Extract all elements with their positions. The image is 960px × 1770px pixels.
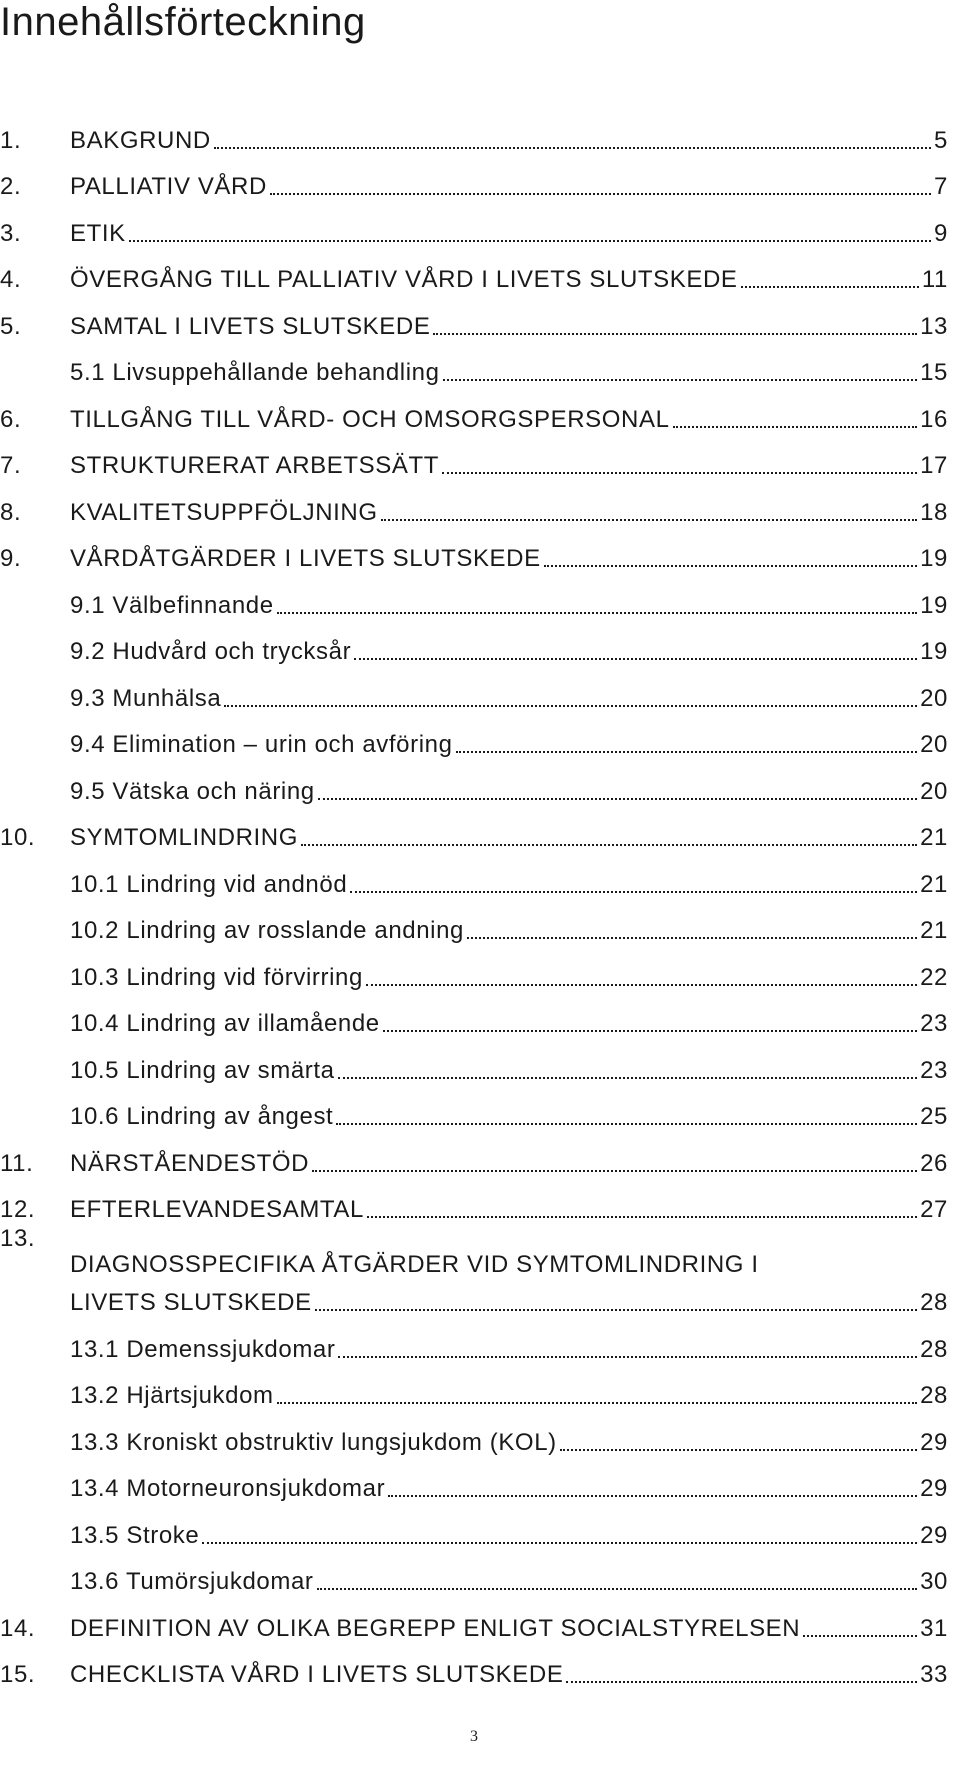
toc-entry-title: 10.6 Lindring av ångest (70, 1103, 334, 1130)
toc-entry-title: ETIK (70, 219, 126, 247)
toc-entry-page: 25 (920, 1103, 948, 1130)
table-of-contents (0, 108, 948, 1689)
toc-entry-title: SAMTAL I LIVETS SLUTSKEDE (70, 312, 431, 340)
dot-leader (301, 844, 917, 846)
toc-entry-number: 10. (0, 824, 36, 851)
toc-section-entry[interactable] (0, 387, 948, 434)
toc-entry-page: 29 (920, 1475, 948, 1502)
toc-subsection-entry[interactable] (0, 1410, 948, 1457)
dot-leader (456, 751, 918, 753)
page-number: 3 (470, 1728, 478, 1745)
toc-entry-page: 23 (920, 1056, 948, 1084)
toc-entry-page: 20 (920, 731, 948, 758)
toc-entry-title: 13.2 Hjärtsjukdom (70, 1382, 274, 1409)
dot-leader (367, 1216, 917, 1218)
dot-leader (336, 1123, 917, 1125)
toc-entry-title: 13.6 Tumörsjukdomar (70, 1568, 314, 1595)
toc-entry-page: 21 (920, 824, 948, 851)
toc-entry-title: 9.1 Välbefinnande (70, 591, 274, 619)
toc-section-entry[interactable] (0, 248, 948, 295)
toc-subsection-entry[interactable] (0, 620, 948, 667)
dot-leader (388, 1495, 917, 1497)
toc-entry-number: 9. (0, 545, 22, 572)
toc-entry-page: 30 (920, 1568, 948, 1595)
dot-leader (338, 1077, 917, 1079)
toc-entry-number: 12. (0, 1196, 36, 1223)
dot-leader (566, 1681, 917, 1683)
dot-leader (317, 1588, 918, 1590)
toc-entry-number: 4. (0, 266, 22, 293)
toc-entry-page: 28 (920, 1382, 948, 1409)
toc-entry-title: STRUKTURERAT ARBETSSÄTT (70, 452, 439, 479)
dot-leader (673, 426, 918, 428)
toc-entry-title: DEFINITION AV OLIKA BEGREPP ENLIGT SOCIALSTYRELSEN (70, 1614, 801, 1642)
toc-entry-page: 17 (920, 452, 948, 479)
toc-section-entry[interactable] (0, 434, 948, 481)
toc-entry-number: 7. (0, 452, 22, 479)
toc-entry-page: 29 (920, 1428, 948, 1456)
dot-leader (312, 1170, 917, 1172)
toc-entry-page: 27 (920, 1196, 948, 1223)
toc-entry-title: NÄRSTÅENDESTÖD (70, 1149, 310, 1177)
toc-entry-number: 6. (0, 405, 22, 433)
page-title: Innehållsförteckning (0, 0, 366, 44)
toc-entry-page: 28 (920, 1335, 948, 1363)
toc-section-entry[interactable] (0, 294, 948, 341)
toc-entry-page: 33 (920, 1661, 948, 1688)
toc-entry-title: DIAGNOSSPECIFIKA ÅTGÄRDER VID SYMTOMLINDRING I (70, 1250, 759, 1278)
dot-leader (560, 1449, 917, 1451)
toc-entry-title: CHECKLISTA VÅRD I LIVETS SLUTSKEDE (70, 1661, 564, 1688)
toc-entry-number: 1. (0, 126, 22, 154)
toc-entry-title: EFTERLEVANDESAMTAL (70, 1196, 364, 1223)
toc-section-entry[interactable] (0, 806, 948, 853)
toc-entry-title: 10.3 Lindring vid förvirring (70, 963, 363, 991)
toc-entry-title: 10.1 Lindring vid andnöd (70, 870, 348, 898)
toc-entry-page: 18 (920, 498, 948, 526)
toc-entry-title: 13.5 Stroke (70, 1521, 200, 1549)
toc-subsection-entry[interactable] (0, 1550, 948, 1597)
toc-entry-page: 21 (920, 870, 948, 898)
toc-entry-title: SYMTOMLINDRING (70, 824, 298, 851)
dot-leader (202, 1542, 917, 1544)
toc-subsection-entry[interactable] (0, 852, 948, 899)
toc-entry-title: 9.2 Hudvård och trycksår (70, 638, 352, 665)
toc-entry-page: 21 (920, 917, 948, 944)
toc-entry-title: ÖVERGÅNG TILL PALLIATIV VÅRD I LIVETS SLUTSKEDE (70, 266, 738, 293)
toc-entry-title: 10.4 Lindring av illamående (70, 1010, 380, 1037)
toc-entry-title: 10.2 Lindring av rosslande andning (70, 917, 465, 944)
toc-entry-title: KVALITETSUPPFÖLJNING (70, 498, 378, 526)
toc-entry-number: 14. (0, 1614, 36, 1642)
toc-entry-title: 9.3 Munhälsa (70, 684, 222, 712)
toc-entry-page: 7 (934, 173, 948, 200)
toc-subsection-entry[interactable] (0, 1503, 948, 1550)
toc-section-entry[interactable] (0, 155, 948, 202)
toc-entry-number: 3. (0, 219, 22, 247)
toc-entry-page: 22 (920, 963, 948, 991)
dot-leader (442, 472, 917, 474)
toc-subsection-entry[interactable] (0, 1457, 948, 1504)
dot-leader (315, 1309, 917, 1311)
toc-entry-page: 19 (920, 638, 948, 665)
dot-leader (366, 984, 917, 986)
toc-entry-number: 15. (0, 1661, 36, 1688)
toc-entry-page: 31 (920, 1614, 948, 1642)
toc-entry-number: 2. (0, 173, 22, 200)
toc-entry-page: 16 (920, 405, 948, 433)
dot-leader (224, 705, 917, 707)
toc-section-entry[interactable] (0, 1131, 948, 1178)
dot-leader (803, 1635, 917, 1637)
dot-leader (383, 1030, 917, 1032)
toc-section-entry[interactable] (0, 1224, 948, 1317)
dot-leader (270, 193, 931, 195)
toc-entry-title-continued: LIVETS SLUTSKEDE (70, 1289, 312, 1316)
toc-entry-title: 13.3 Kroniskt obstruktiv lungsjukdom (KOL) (70, 1428, 557, 1456)
dot-leader (433, 333, 917, 335)
toc-subsection-entry[interactable] (0, 759, 948, 806)
toc-entry-page: 23 (920, 1010, 948, 1037)
toc-section-entry[interactable] (0, 480, 948, 527)
dot-leader (354, 658, 917, 660)
toc-entry-page: 26 (920, 1149, 948, 1177)
toc-entry-page: 9 (934, 219, 948, 247)
toc-entry-number: 13. (0, 1225, 36, 1252)
dot-leader (443, 379, 918, 381)
toc-subsection-entry[interactable] (0, 1364, 948, 1411)
toc-entry-title: BAKGRUND (70, 126, 211, 154)
toc-subsection-entry[interactable] (0, 1085, 948, 1132)
toc-entry-number: 11. (0, 1149, 34, 1177)
toc-subsection-entry[interactable] (0, 341, 948, 388)
toc-entry-page: 20 (920, 777, 948, 805)
toc-entry-page: 11 (921, 266, 948, 293)
toc-subsection-entry[interactable] (0, 713, 948, 760)
toc-entry-title: 9.4 Elimination – urin och avföring (70, 731, 453, 758)
toc-subsection-entry[interactable] (0, 573, 948, 620)
dot-leader (129, 240, 931, 242)
toc-entry-page: 19 (920, 591, 948, 619)
toc-entry-page: 5 (934, 126, 948, 154)
toc-entry-page: 28 (920, 1289, 948, 1316)
dot-leader (277, 1402, 917, 1404)
dot-leader (381, 519, 917, 521)
toc-section-entry[interactable] (0, 1643, 948, 1690)
toc-entry-page: 15 (920, 359, 948, 386)
toc-section-entry[interactable] (0, 1178, 948, 1225)
toc-entry-page: 19 (920, 545, 948, 572)
toc-subsection-entry[interactable] (0, 666, 948, 713)
toc-entry-title: VÅRDÅTGÄRDER I LIVETS SLUTSKEDE (70, 545, 541, 572)
toc-section-entry[interactable] (0, 201, 948, 248)
toc-entry-title: 10.5 Lindring av smärta (70, 1056, 335, 1084)
toc-entry-title: 5.1 Livsuppehållande behandling (70, 359, 440, 386)
toc-entry-page: 29 (920, 1521, 948, 1549)
dot-leader (467, 937, 917, 939)
toc-entry-number: 8. (0, 498, 22, 526)
toc-entry-title: 13.4 Motorneuronsjukdomar (70, 1475, 386, 1502)
toc-section-entry[interactable] (0, 1596, 948, 1643)
toc-section-entry[interactable] (0, 527, 948, 574)
toc-section-entry[interactable] (0, 108, 948, 155)
toc-subsection-entry[interactable] (0, 1317, 948, 1364)
dot-leader (741, 286, 919, 288)
toc-subsection-entry[interactable] (0, 992, 948, 1039)
toc-entry-title: PALLIATIV VÅRD (70, 173, 267, 200)
toc-subsection-entry[interactable] (0, 1038, 948, 1085)
dot-leader (544, 565, 917, 567)
toc-entry-page: 20 (920, 684, 948, 712)
dot-leader (350, 891, 917, 893)
toc-entry-title: 9.5 Vätska och näring (70, 777, 315, 805)
dot-leader (338, 1356, 917, 1358)
dot-leader (318, 798, 917, 800)
dot-leader (214, 147, 931, 149)
toc-entry-page: 13 (920, 312, 948, 340)
toc-entry-number: 5. (0, 312, 22, 340)
toc-subsection-entry[interactable] (0, 899, 948, 946)
toc-entry-title: TILLGÅNG TILL VÅRD- OCH OMSORGSPERSONAL (70, 405, 670, 433)
toc-entry-title: 13.1 Demenssjukdomar (70, 1335, 336, 1363)
dot-leader (277, 612, 917, 614)
toc-subsection-entry[interactable] (0, 945, 948, 992)
